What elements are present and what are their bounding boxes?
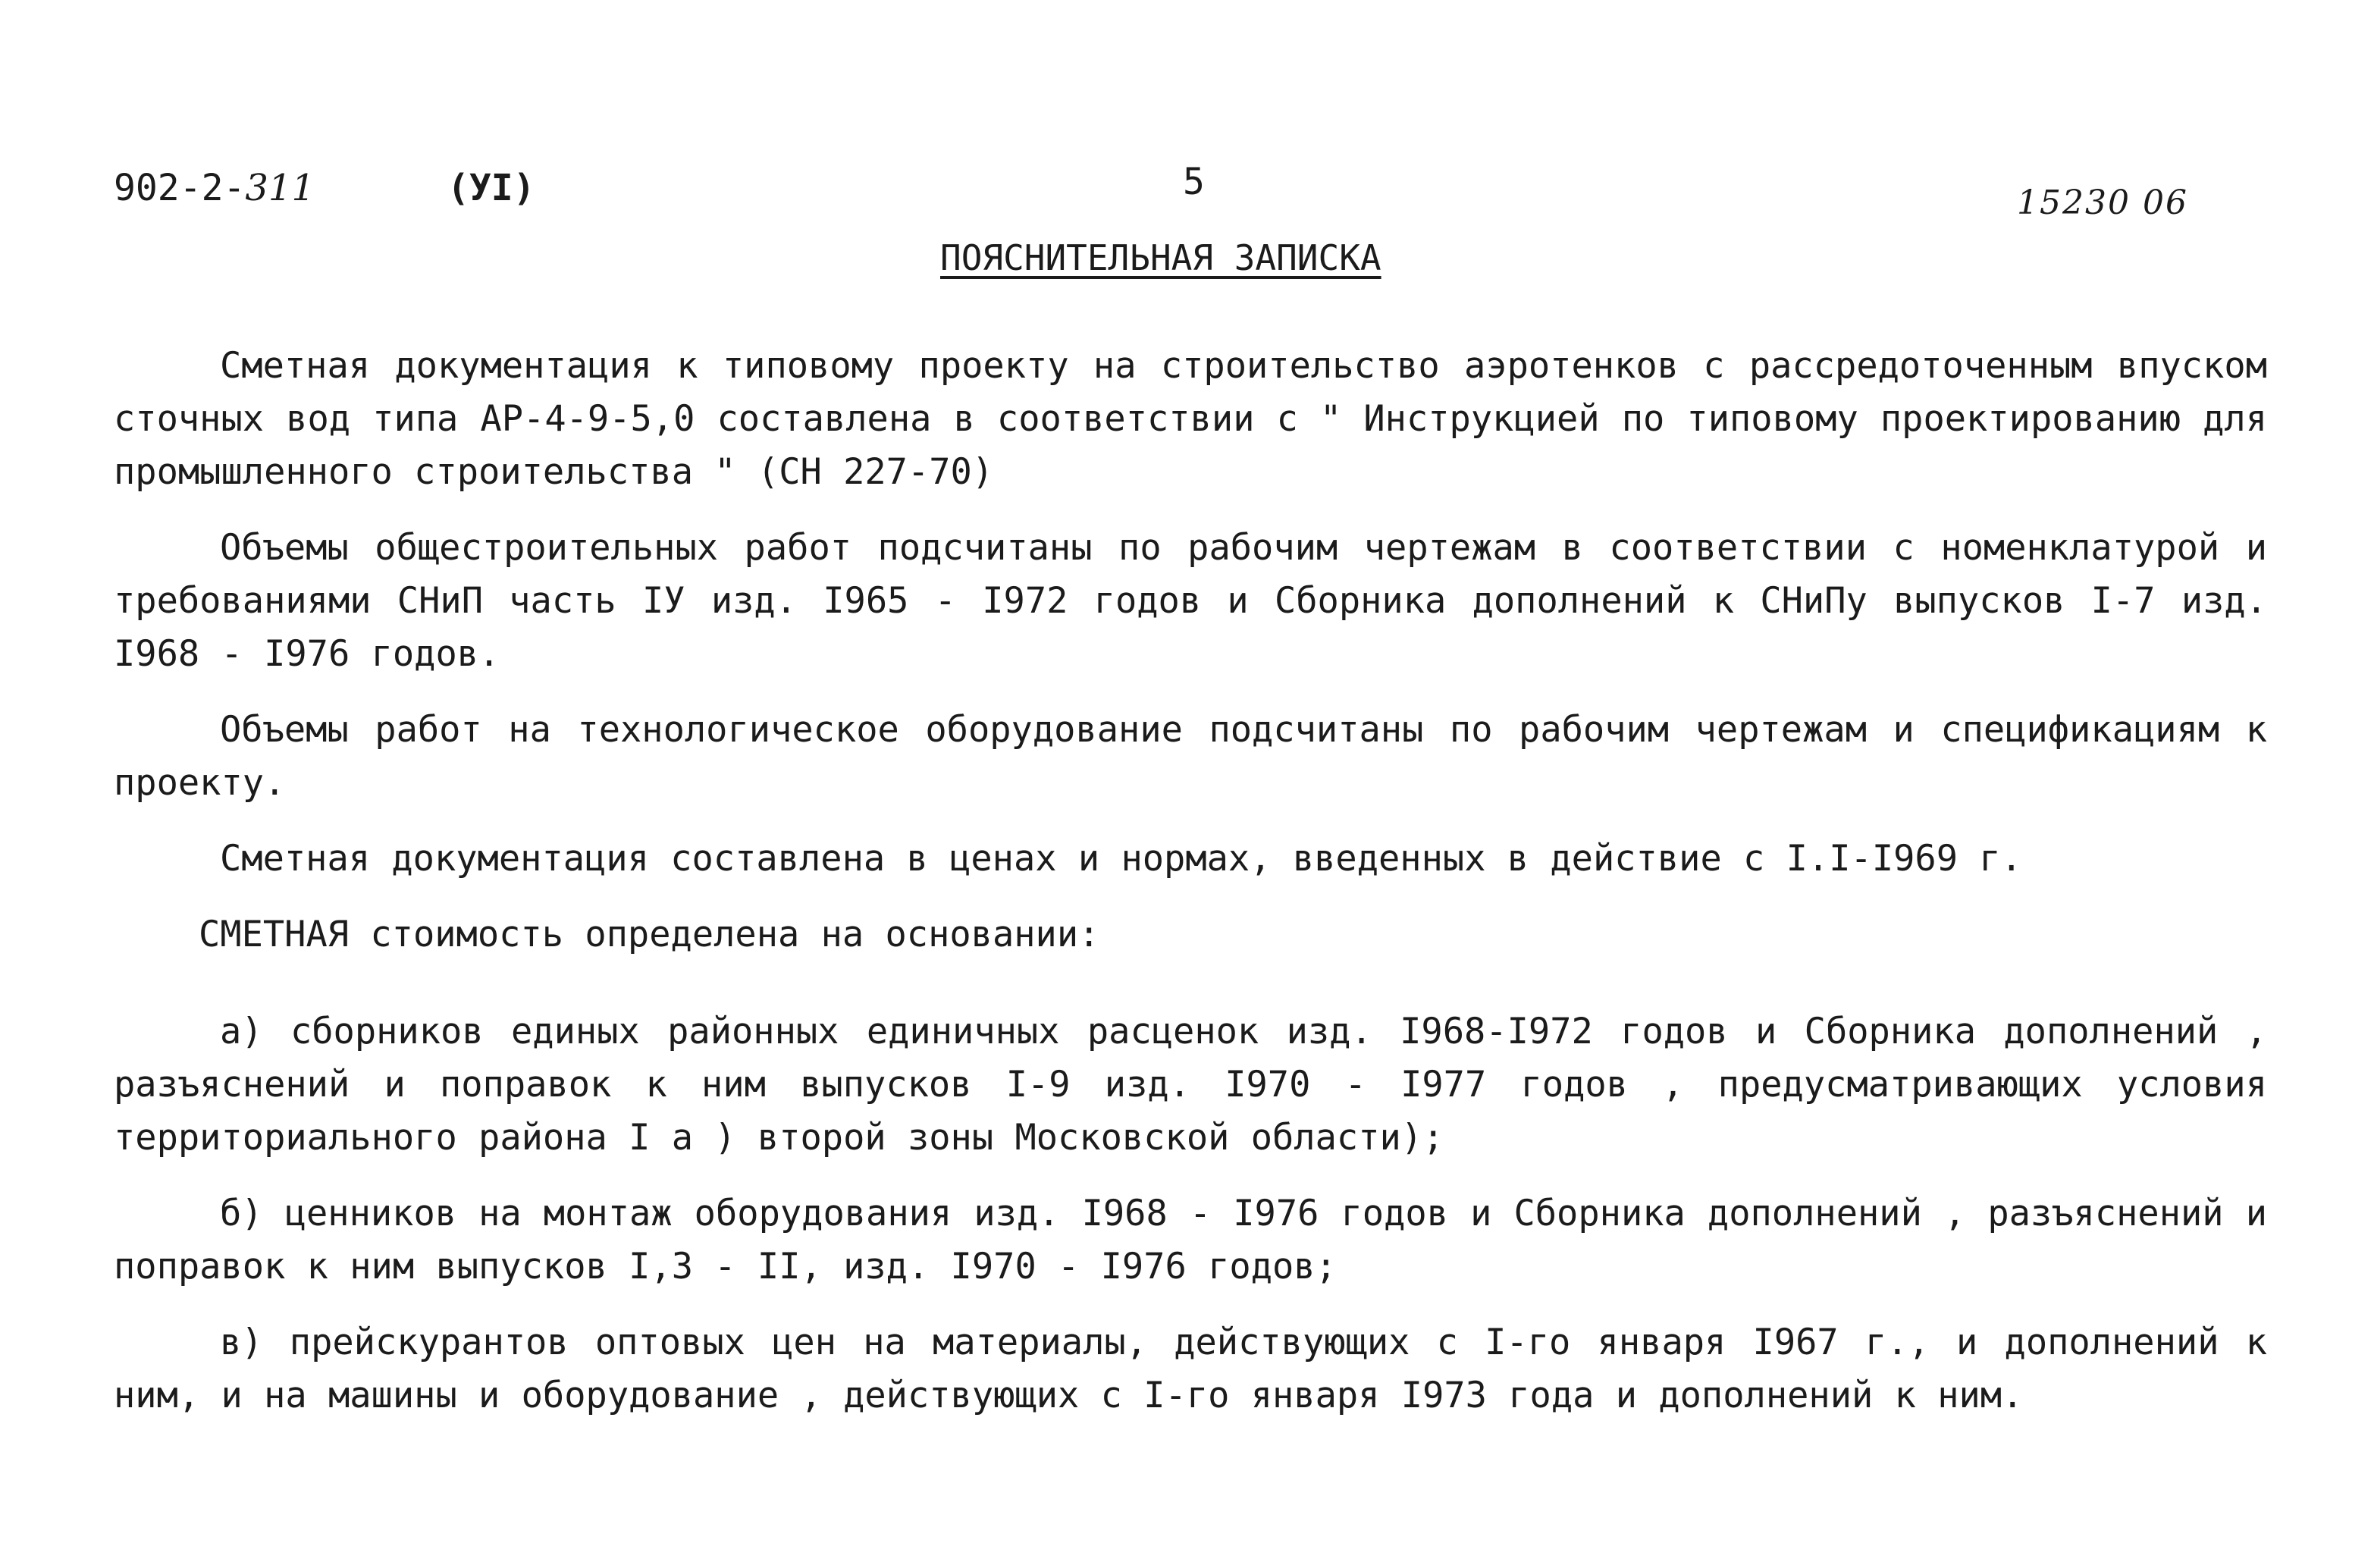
document-body — [114, 340, 2267, 1445]
document-code-suffix: 311 — [245, 167, 315, 209]
list-item: б) ценников на монтаж оборудования изд. I968 - I976 годов и Сборника дополнений , разъяснений и поправок к ним выпусков I,3 - II, изд. I970 - I976 годов; — [114, 1193, 2267, 1287]
list-item: в) прейскурантов оптовых цен на материалы, действующих с I-го января I967 г., и дополнений к ним, и на машины и оборудование , действующих с I-го января I973 года и дополнений к ним. — [114, 1322, 2267, 1416]
archive-number: 15230 06 — [2017, 183, 2188, 222]
document-code — [114, 165, 315, 211]
section-number: (УI) — [447, 167, 535, 209]
document-code-prefix: 902-2- — [114, 167, 246, 209]
list-item: а) сборников единых районных единичных расценок изд. I968-I972 годов и Сборника дополнений , разъяснений и поправок к ним выпусков I-9 изд. I970 - I977 годов , предусматривающих условия территориального района I а ) второй зоны Московской области); — [114, 1011, 2267, 1159]
paragraph: СМЕТНАЯ стоимость определена на основании: — [199, 914, 1100, 955]
page-title: ПОЯСНИТЕЛЬНАЯ ЗАПИСКА — [940, 237, 1381, 278]
paragraph: Объемы общестроительных работ подсчитаны по рабочим чертежам в соответствии с номенклатурой и требованиями СНиП часть IУ изд. I965 - I972 годов и Сборника дополнений к СНиПу выпусков I-7 изд. I968 - I976 годов. — [114, 527, 2267, 675]
paragraph: Сметная документация составлена в ценах и нормах, введенных в действие с I.I-I969 г. — [220, 838, 2022, 880]
paragraph: Объемы работ на технологическое оборудование подсчитаны по рабочим чертежам и спецификациям к проекту. — [114, 709, 2267, 804]
paragraph: Сметная документация к типовому проекту на строительство аэротенков с рассредоточенным впуском сточных вод типа АР-4-9-5,0 составлена в соответствии с " Инструкцией по типовому проектированию для промышленного строительства " (СН 227-70) — [114, 345, 2267, 493]
page-number: 5 — [1183, 161, 1205, 203]
